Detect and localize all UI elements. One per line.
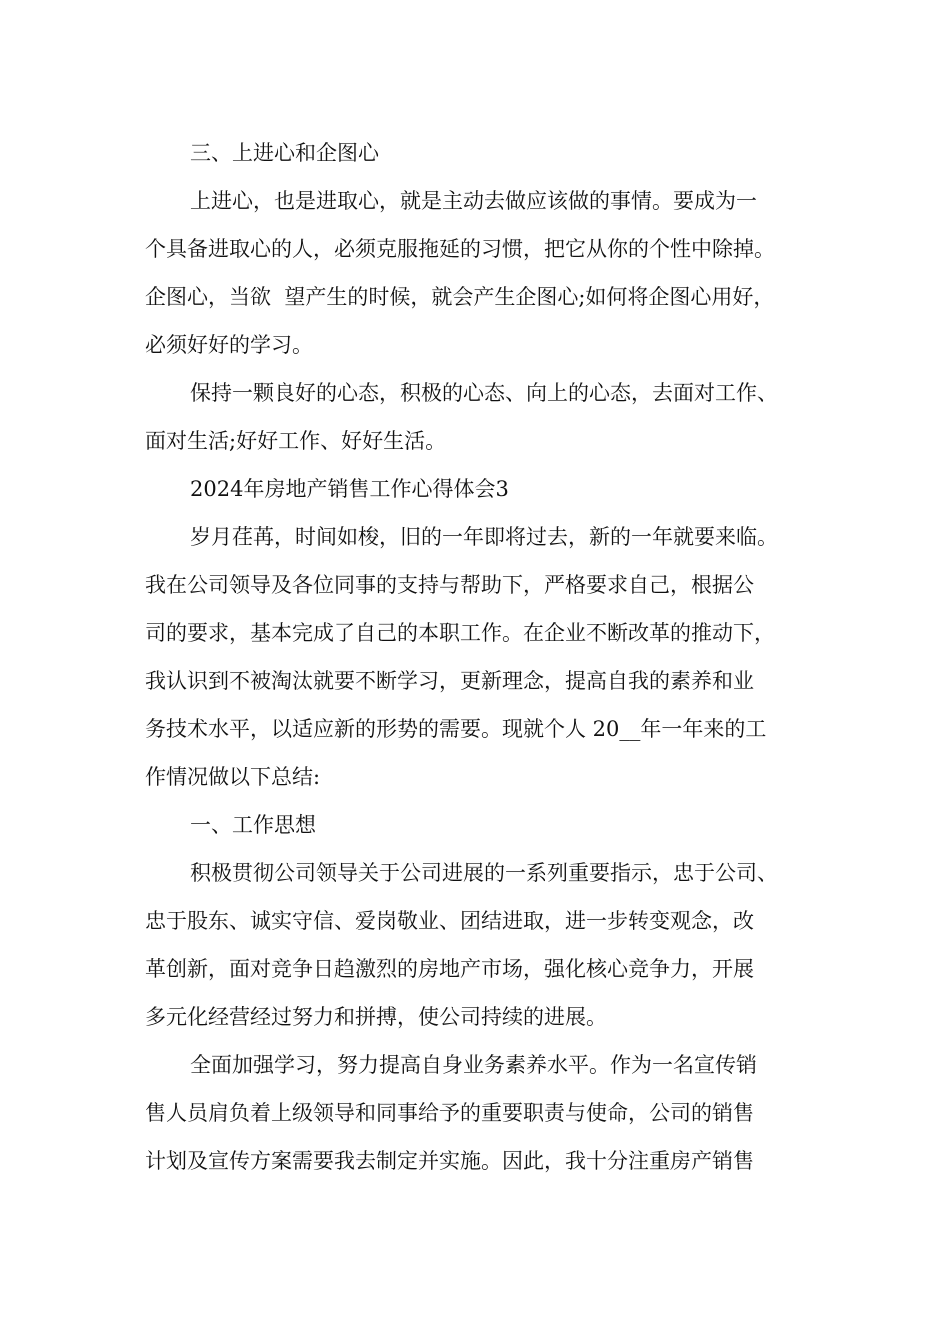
paragraph-line: 我在公司领导及各位同事的支持与帮助下，严格要求自己，根据公: [145, 573, 754, 597]
paragraph-line: 保持一颗良好的心态，积极的心态、向上的心态，去面对工作、: [190, 381, 778, 405]
section-heading-3: 三、上进心和企图心: [190, 141, 379, 165]
paragraph-line: 司的要求，基本完成了自己的本职工作。在企业不断改革的推动下，: [145, 621, 775, 645]
paragraph-line: 积极贯彻公司领导关于公司进展的一系列重要指示，忠于公司、: [190, 861, 778, 885]
paragraph-line: 售人员肩负着上级领导和同事给予的重要职责与使命，公司的销售: [145, 1101, 754, 1125]
paragraph-line: 全面加强学习，努力提高自身业务素养水平。作为一名宣传销: [190, 1053, 757, 1077]
article-title: 2024年房地产销售工作心得体会3: [190, 477, 509, 501]
paragraph-line: 务技术水平，以适应新的形势的需要。现就个人 20__年一年来的工: [145, 717, 767, 741]
paragraph-line: 忠于股东、诚实守信、爱岗敬业、团结进取，进一步转变观念，改: [145, 909, 754, 933]
paragraph-line: 我认识到不被淘汰就要不断学习，更新理念，提高自我的素养和业: [145, 669, 754, 693]
paragraph-line: 面对生活;好好工作、好好生活。: [145, 429, 447, 453]
paragraph-line: 计划及宣传方案需要我去制定并实施。因此，我十分注重房产销售: [145, 1149, 754, 1173]
paragraph-line: 个具备进取心的人，必须克服拖延的习惯，把它从你的个性中除掉。: [145, 237, 775, 261]
section-heading-1: 一、工作思想: [190, 813, 316, 837]
paragraph-line: 企图心，当欲 望产生的时候，就会产生企图心;如何将企图心用好，: [145, 285, 775, 309]
paragraph-line: 岁月荏苒，时间如梭，旧的一年即将过去，新的一年就要来临。: [190, 525, 778, 549]
paragraph-line: 革创新，面对竞争日趋激烈的房地产市场，强化核心竞争力，开展: [145, 957, 754, 981]
paragraph-line: 上进心，也是进取心，就是主动去做应该做的事情。要成为一: [190, 189, 757, 213]
paragraph-line: 多元化经营经过努力和拼搏，使公司持续的进展。: [145, 1005, 607, 1029]
paragraph-line: 必须好好的学习。: [145, 333, 313, 357]
paragraph-line: 作情况做以下总结:: [145, 765, 321, 789]
